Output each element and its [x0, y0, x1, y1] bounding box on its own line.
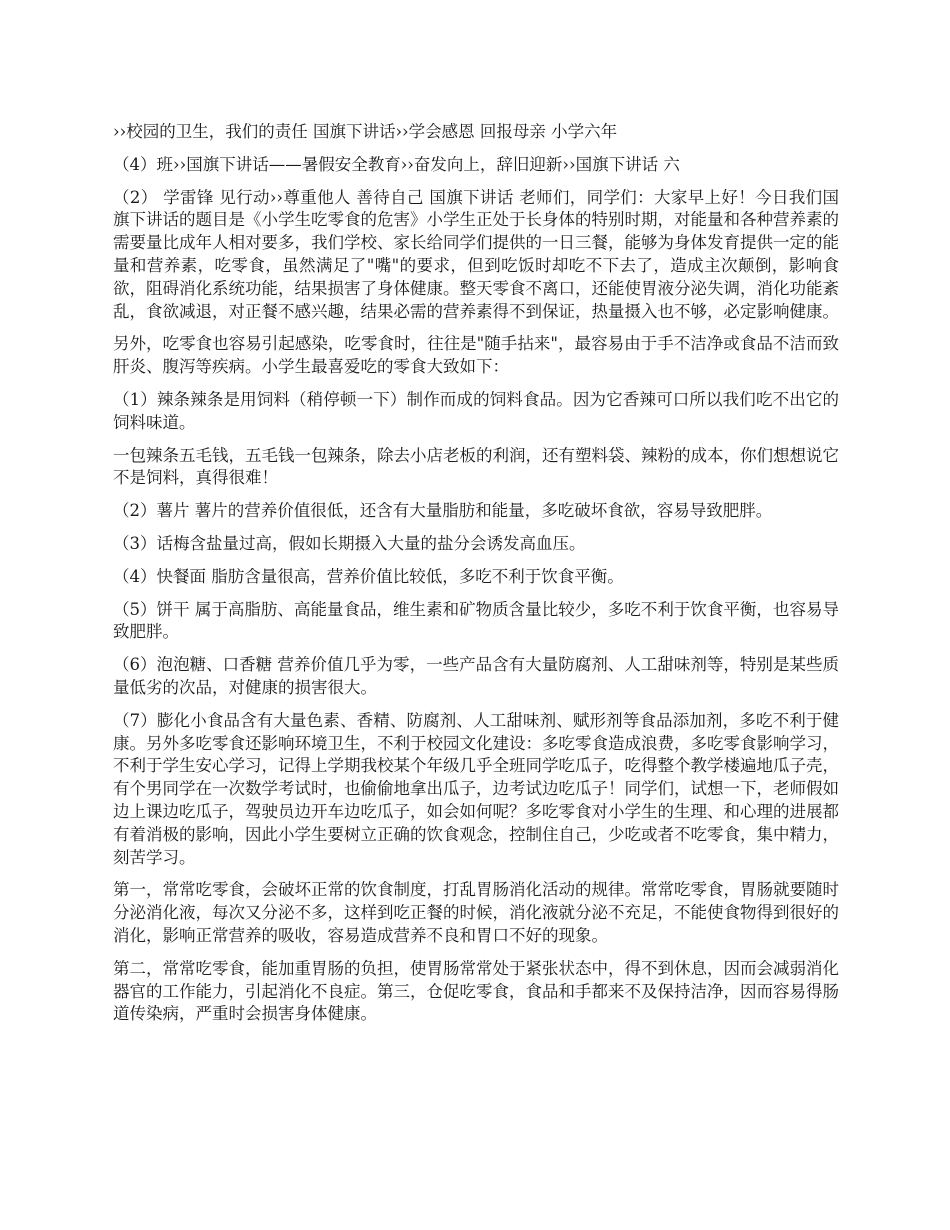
paragraph: （4）班››国旗下讲话——暑假安全教育››奋发向上，辞旧迎新››国旗下讲话 六: [113, 154, 680, 174]
paragraph: （2）薯片 薯片的营养价值很低，还含有大量脂肪和能量，多吃破坏食欲，容易导致肥胖。: [113, 501, 773, 521]
paragraph: 一包辣条五毛钱，五毛钱一包辣条，除去小店老板的利润，还有塑料袋、辣粉的成本，你们想想说它不是饲料，真得很难！: [113, 445, 839, 488]
paragraph: （4）快餐面 脂肪含量很高，营养价值比较低，多吃不利于饮食平衡。: [113, 566, 624, 586]
paragraph: （1）辣条辣条是用饲料（稍停顿一下）制作而成的饲料食品。因为它香辣可口所以我们吃不出它的饲料味道。: [113, 389, 839, 432]
paragraph: ››校园的卫生，我们的责任 国旗下讲话››学会感恩 回报母亲 小学六年: [113, 122, 618, 141]
document-page: [113, 121, 839, 1036]
paragraph: （2） 学雷锋 见行动››尊重他人 善待自己 国旗下讲话 老师们，同学们：大家早上好！今日我们国旗下讲话的题目是《小学生吃零食的危害》小学生正处于长身体的特别时期，对能量和各种营养素的需要量比成年人相对要多，我们学校、家长给同学们提供的一日三餐，能够为身体发育提供一定的能量和营养素，吃零食，虽然满足了"嘴"的要求，但到吃饭时却吃不下去了，造成主次颠倒，影响食欲，阻碍消化系统功能，结果损害了身体健康。整天零食不离口，还能使胃液分泌失调，消化功能紊乱，食欲减退，对正餐不感兴趣，结果必需的营养素得不到保证，热量摄入也不够，必定影响健康。: [113, 187, 839, 321]
paragraph: （5）饼干 属于高脂肪、高能量食品，维生素和矿物质含量比较少，多吃不利于饮食平衡，也容易导致肥胖。: [113, 599, 839, 642]
paragraph: （7）膨化小食品含有大量色素、香精、防腐剂、人工甜味剂、赋形剂等食品添加剂，多吃不利于健康。另外多吃零食还影响环境卫生，不利于校园文化建设：多吃零食造成浪费，多吃零食影响学习，不利于学生安心学习，记得上学期我校某个年级几乎全班同学吃瓜子，吃得整个教学楼遍地瓜子壳，有个男同学在一次数学考试时，也偷偷地拿出瓜子，边考试边吃瓜子！同学们，试想一下，老师假如边上课边吃瓜子，驾驶员边开车边吃瓜子，如会如何呢？多吃零食对小学生的生理、和心理的进展都有着消极的影响，因此小学生要树立正确的饮食观念，控制住自己，少吃或者不吃零食，集中精力，刻苦学习。: [113, 710, 839, 867]
paragraph: 另外，吃零食也容易引起感染，吃零食时，往往是"随手拈来"，最容易由于手不洁净或食品不洁而致肝炎、腹泻等疾病。小学生最喜爱吃的零食大致如下：: [113, 334, 839, 377]
paragraph: 第二，常常吃零食，能加重胃肠的负担，使胃肠常常处于紧张状态中，得不到休息，因而会减弱消化器官的工作能力，引起消化不良症。第三，仓促吃零食，食品和手都来不及保持洁净，因而容易得肠道传染病，严重时会损害身体健康。: [113, 958, 839, 1024]
paragraph: 第一，常常吃零食，会破坏正常的饮食制度，打乱胃肠消化活动的规律。常常吃零食，胃肠就要随时分泌消化液，每次又分泌不多，这样到吃正餐的时候，消化液就分泌不充足，不能使食物得到很好的消化，影响正常营养的吸收，容易造成营养不良和胃口不好的现象。: [113, 880, 839, 945]
paragraph: （3）话梅含盐量过高，假如长期摄入大量的盐分会诱发高血压。: [113, 533, 586, 553]
paragraph: （6）泡泡糖、口香糖 营养价值几乎为零，一些产品含有大量防腐剂、人工甜味剂等，特别是某些质量低劣的次品，对健康的损害很大。: [113, 655, 839, 697]
